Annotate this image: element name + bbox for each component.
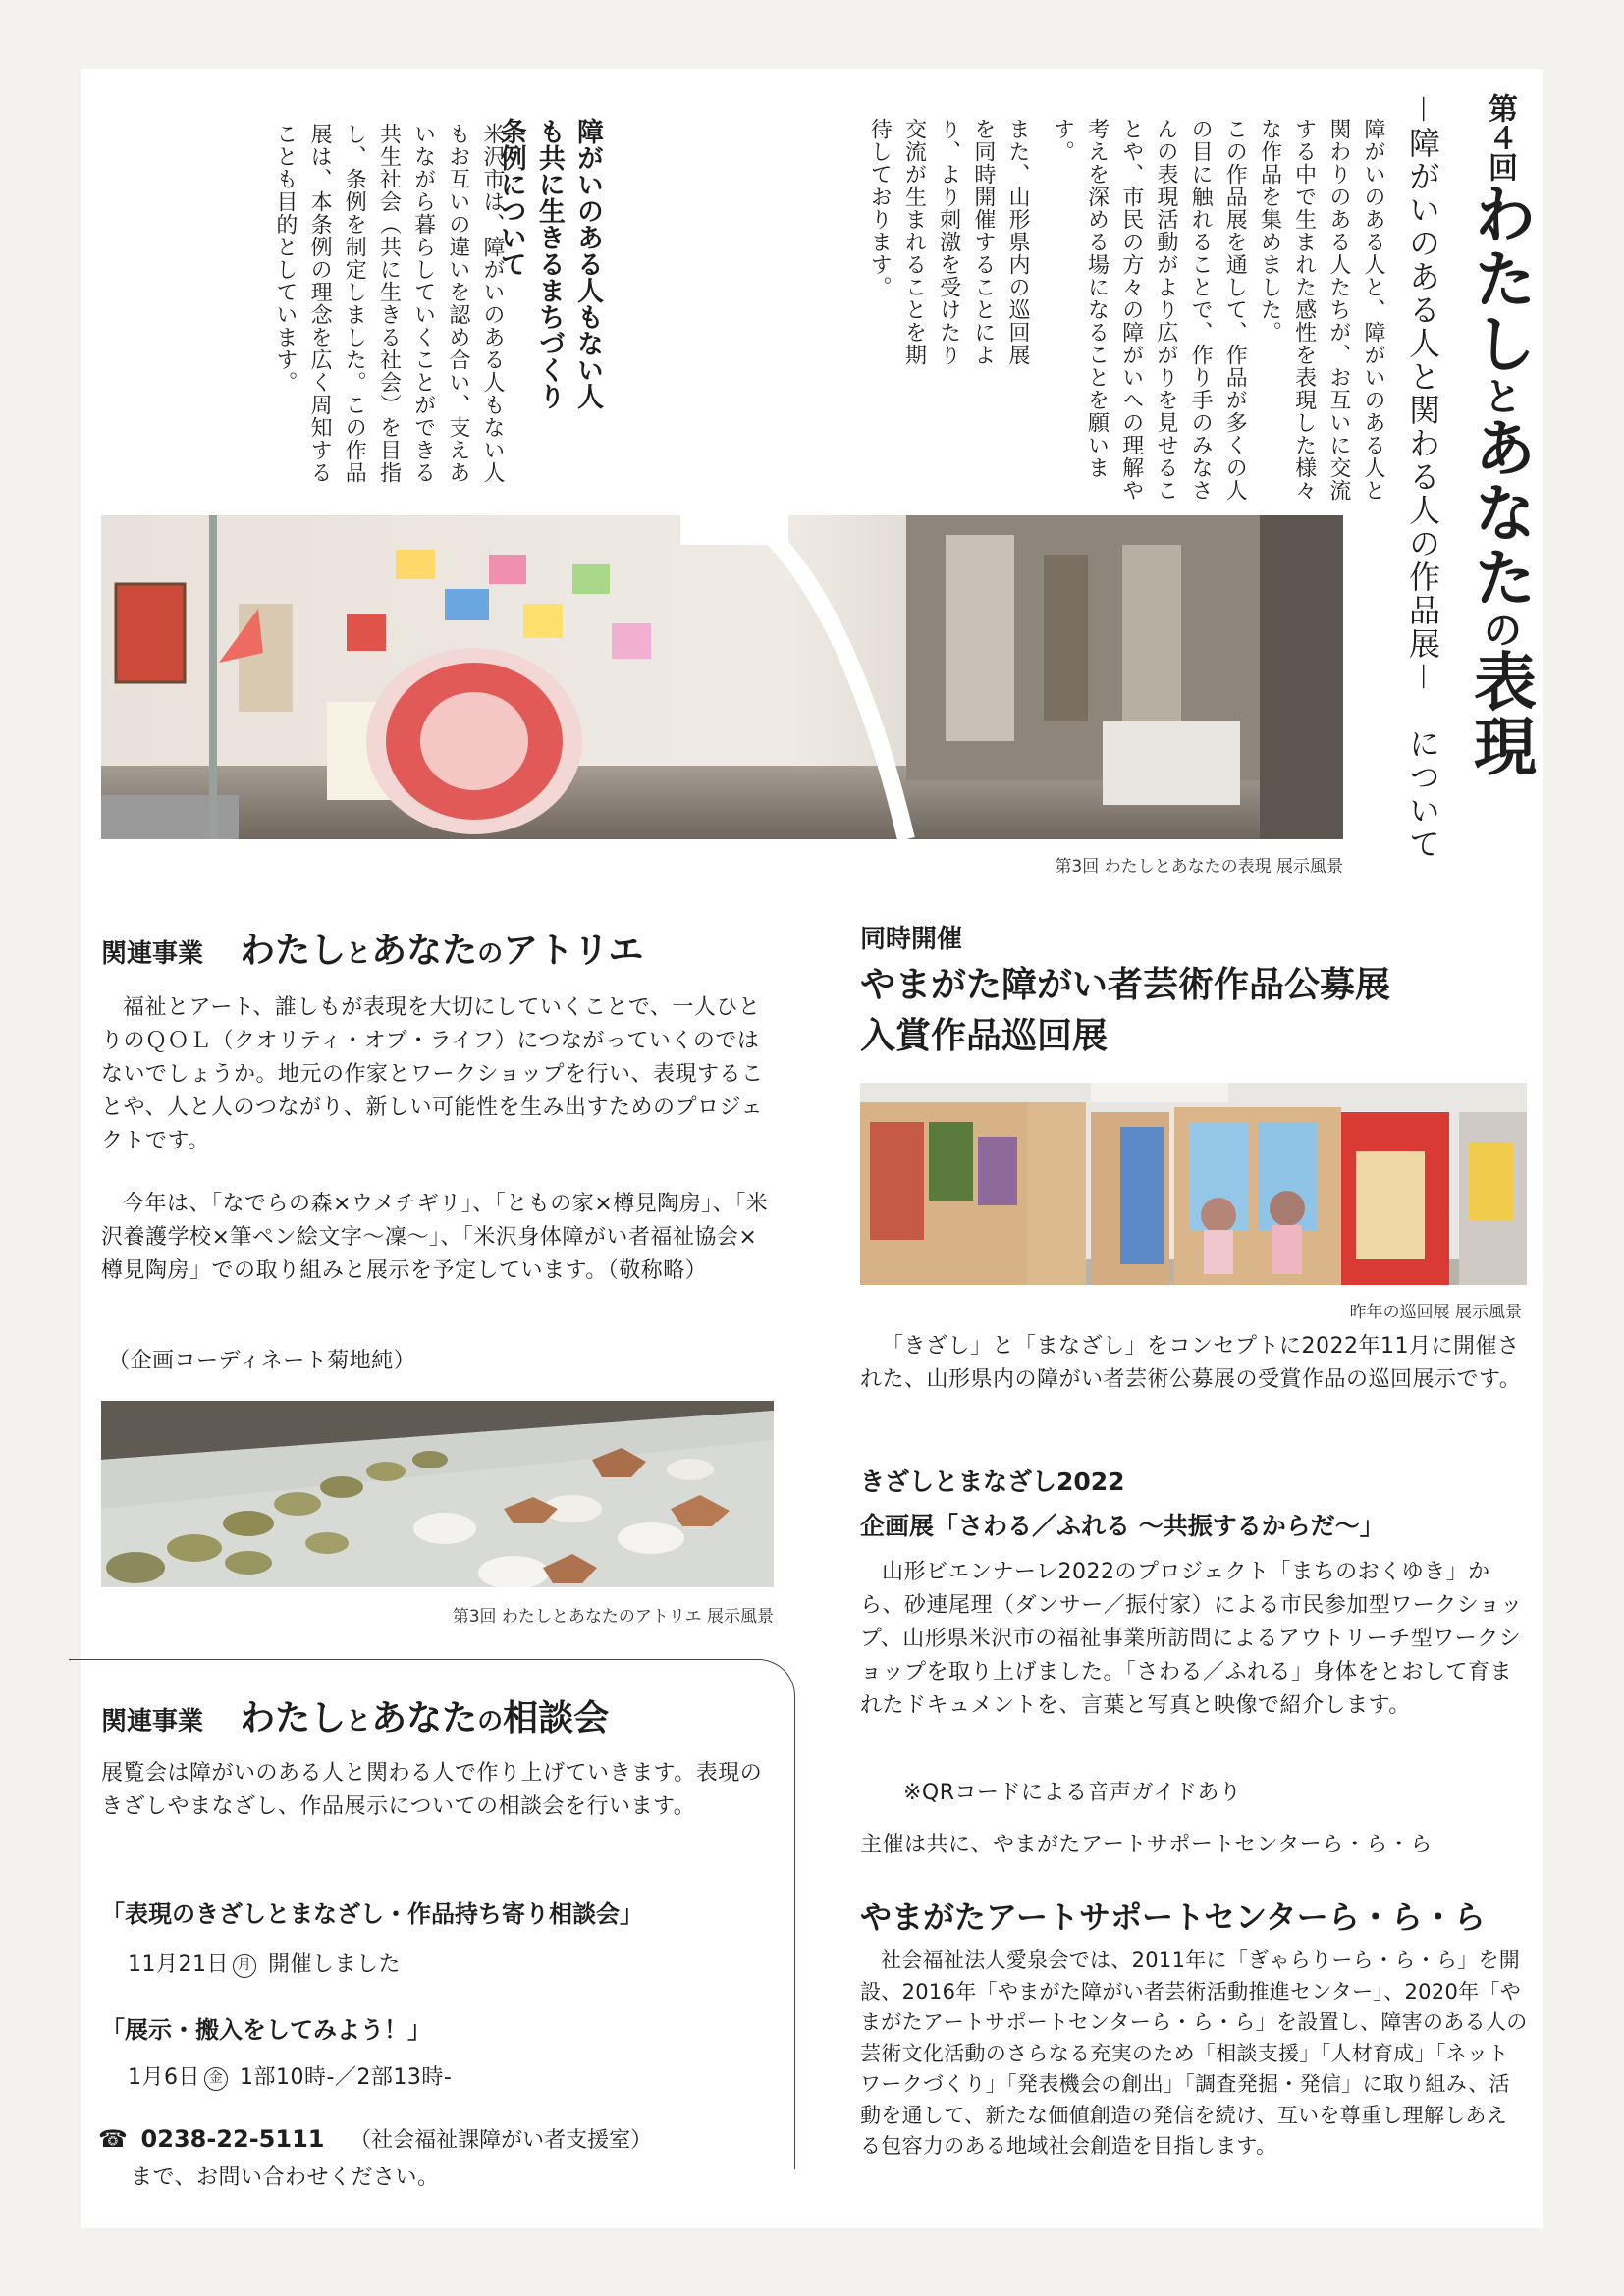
consult-paragraph: 展覧会は障がいのある人と関わる人で作り上げていきます。表現のきざしやまなざし、作品展示についての相談会を行います。 — [101, 1761, 763, 1820]
consult-title: わたしとあなたの相談会 — [240, 1698, 610, 1738]
consult-event1-date-line: 11月21日 月 開催しました — [128, 1952, 402, 1977]
tour-subheading-2: 企画展「さわる／ふれる ～共振するからだ～」 — [860, 1512, 1384, 1540]
intro-text: 障がいのある人と、障がいのある人と関わりのある人たちが、お互いに交流する中で生まれた感性を表現した様々な作品を集めました。 この作品展を通して、作品が多くの人の目に触れることで、作り手のみなさんの表現活動がより広がりを見せることや、市民の方々の障がいへの理解や考えを深める場になることを願います。 — [1050, 118, 1385, 502]
atelier-heading — [101, 923, 788, 973]
atelier-title: わたしとあなたのアトリエ — [240, 931, 644, 971]
consult-event2-title: 「展示・搬入をしてみよう！」 — [101, 2016, 431, 2044]
exhibition-photo-main — [101, 515, 1343, 839]
ordinance-body: 米沢市は、障がいのある人もない人もお互いの違いを認め合い、支えあいながら暮らしていくことができる共生社会（共に生きる社会）を目指し、条例を制定しました。この作品展は、本条例の理念を広く周知することも目的としています。 — [272, 123, 505, 484]
contact-line — [98, 2123, 652, 2154]
ordinance-heading: 障がいのある人もない人も共に生きるまちづくり条例について — [495, 118, 603, 409]
tour-paragraph-1: 「きざし」と「まなざし」をコンセプトに2022年11月に開催された、山形県内の障がい者芸術公募展の受賞作品の巡回展示です。 — [860, 1334, 1522, 1393]
atelier-paragraph-2: 今年は、「なでらの森×ウメチギリ」、「ともの家×樽見陶房」、「米沢養護学校×筆ペン絵文字～凜～」、「米沢身体障がい者福祉協会×樽見陶房」での取り組みと展示を予定しています。（敬称略） — [101, 1192, 769, 1284]
consult-kicker: 関連事業 — [101, 1707, 204, 1736]
tour-title: やまがた障がい者芸術作品公募展 入賞作品巡回展 — [860, 965, 1391, 1057]
main-title: 第４回わたしとあなたの表現 — [1463, 93, 1536, 778]
support-center-title: やまがたアートサポートセンターら・ら・ら — [860, 1898, 1486, 1936]
atelier-photo-caption: 第3回 わたしとあなたのアトリエ 展示風景 — [452, 1607, 774, 1627]
tour-kicker: 同時開催 — [860, 925, 963, 954]
tour-qr-note: ※QRコードによる音声ガイドあり — [903, 1781, 1242, 1805]
tour-photo — [860, 1083, 1527, 1285]
tour-photo-caption: 昨年の巡回展 展示風景 — [1349, 1303, 1522, 1322]
weekday-badge: 金 — [204, 2067, 228, 2091]
atelier-kicker: 関連事業 — [101, 939, 204, 969]
support-center-paragraph: 社会福祉法人愛泉会では、2011年に「ぎゃらりーら・ら・ら」を開設、2016年「やまがた障がい者芸術活動推進センター」、2020年「やまがたアートサポートセンターら・ら・ら」を設置し、障害のある人の芸術文化活動のさらなる充実のため「相談支援」「人材育成」「ネットワークづくり」「発表機会の創出」「調査発掘・発信」に取り組み、活動を通して、新たな価値創造の発信を続け、互いを尊重し理解しあえる包容力のある地域社会創造を目指します。 — [860, 1949, 1528, 2158]
atelier-coordinator: （企画コーディネート菊地純） — [108, 1349, 416, 1373]
tour-organizer: 主催は共に、やまがたアートサポートセンターら・ら・ら — [860, 1833, 1433, 1857]
tour-paragraph-2: 山形ビエンナーレ2022のプロジェクト「まちのおくゆき」から、砂連尾理（ダンサー／振付家）による市民参加型ワークショップ、山形県米沢市の福祉事業所訪問によるアウトリーチ型ワークショップを取り上げました。「さわる／ふれる」身体をとおして育まれたドキュメントを、言葉と写真と映像で紹介します。 — [860, 1560, 1523, 1719]
atelier-paragraph-1: 福祉とアート、誰しもが表現を大切にしていくことで、一人ひとりのＱＯＬ（クオリティ・オブ・ライフ）につながっていくのではないでしょうか。地元の作家とワークショップを行い、表現することや、人と人のつながり、新しい可能性を生み出すためのプロジェクトです。 — [101, 995, 764, 1154]
phone-icon: ☎ — [98, 2125, 128, 2153]
atelier-photo — [101, 1401, 774, 1587]
intro-text-2: また、山形県内の巡回展を同時開催することにより、より刺激を受けたり交流が生まれることを期待しております。 — [867, 118, 1030, 366]
photo-main-caption: 第3回 わたしとあなたの表現 展示風景 — [1055, 857, 1343, 877]
consult-event1-title: 「表現のきざしとまなざし・作品持ち寄り相談会」 — [101, 1900, 643, 1928]
consult-heading — [101, 1690, 788, 1740]
tour-subheading-1: きざしとまなざし2022 — [860, 1468, 1125, 1496]
phone-department: （社会福祉課障がい者支援室） — [350, 2128, 653, 2153]
weekday-badge: 月 — [233, 1954, 256, 1978]
title-number: 第４回 — [1483, 93, 1517, 182]
phone-number: 0238-22-5111 — [140, 2125, 325, 2153]
consult-event2-date-line: 1月6日 金 1部10時-／2部13時- — [128, 2065, 453, 2090]
contact-tail: まで、お問い合わせください。 — [131, 2165, 440, 2190]
main-subtitle: －障がいのある人と関わる人の作品展－ について — [1404, 93, 1441, 862]
